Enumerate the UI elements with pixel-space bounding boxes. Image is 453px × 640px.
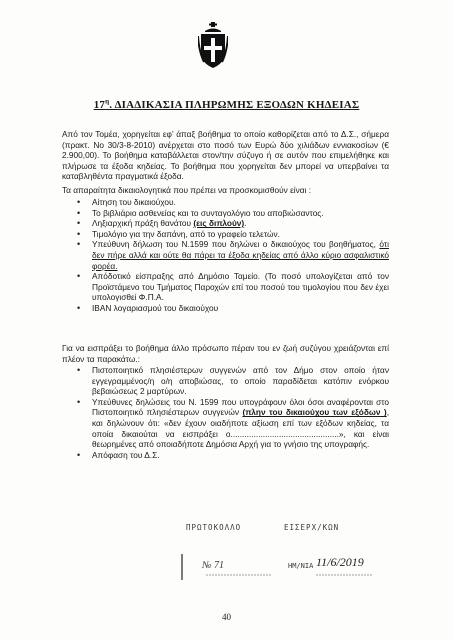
stamp-number: № 71 bbox=[202, 560, 224, 571]
protocol-stamp bbox=[176, 520, 376, 590]
list-item: • IBAN λογαριασμού του δικαιούχου bbox=[92, 303, 389, 314]
other-intro: Για να εισπράξει το βοήθημα άλλο πρόσωπο πέραν του εν ζωή συζύγου χρειάζονται επί πλέον τα παρακάτω.: bbox=[62, 343, 389, 364]
list-item: • Υπεύθυνες δηλώσεις του Ν. 1599 που υπογράφουν όλοι όσοι αναφέρονται στο Πιστοποιητικό πλησιέστερων συγγενών (πλην του δικαιούχου των εξόδων ), και δηλώνουν ότι: «δεν έχουν οιαδήποτε αξίωση επί των εξόδων κηδείας, τα οποία δικαιούται να εισπράξει ο...............................................», και είναι θεωρημένες από οποιαδήποτε Δημόσια Αρχή για το γνήσιο της υπογραφής. bbox=[92, 397, 389, 450]
page-number: 40 bbox=[222, 612, 231, 622]
intro-paragraph: Από τον Τομέα, χορηγείται εφ’ άπαξ βοήθημα το οποίο καθορίζεται από το Δ.Σ., σήμερα (πρακτ. Νο 30/3-8-2010) ανέρχεται στο ποσό των Ευρώ δύο χιλιάδων εννιακοσίων (€ 2.900,00). Το βοήθημα καταβάλλεται στον/την σύζυγο ή σε αυτόν που επιμελήθηκε και πλήρωσε τα έξοδα κηδείας. Το βοήθημα που χορηγείται δεν μπορεί να υπερβαίνει τα καταβληθέντα πραγματικά έξοδα. bbox=[62, 129, 389, 182]
docs-list bbox=[92, 197, 389, 314]
list-item: • Απόφαση του Δ.Σ. bbox=[92, 450, 389, 461]
list-item: • Απόδοτικό είσπραξης από Δημόσιο Ταμείο. (Το ποσό υπολογίζεται από τον Προϊστάμενο του Τμήματος Παροχών επί του ποσού του τιμολογίου που δεν έχει υπολογισθεί Φ.Π.Α. bbox=[92, 271, 389, 303]
greek-coat-of-arms-icon bbox=[198, 22, 228, 70]
stamp-date-value: 11/6/2019 bbox=[316, 555, 364, 569]
stamp-date-label: ΗΜ/ΝΙΑ bbox=[288, 562, 314, 570]
other-docs-list bbox=[92, 365, 389, 460]
list-item: • Ληξιαρχική πράξη θανάτου (εις διπλούν). bbox=[92, 218, 389, 229]
section-title-text: . ΔΙΑΔΙΚΑΣΙΑ ΠΛΗΡΩΜΗΣ ΕΞΟΔΩΝ ΚΗΔΕΙΑΣ bbox=[109, 98, 360, 111]
stamp-protocol-label: ΠΡΩΤΟΚΟΛΛΟ bbox=[186, 523, 242, 532]
list-item: • Αίτηση του δικαιούχου. bbox=[92, 197, 389, 208]
list-item: • Πιστοποιητικό πλησιέστερων συγγενών από τον Δήμο στον οποίο ήταν εγγεγραμμένος/η ο/η αποβιώσας, το οποίο παραδίδεται κατόπιν ενόρκου βεβαιώσεως 2 μαρτύρων. bbox=[92, 365, 389, 397]
list-item: • Το βιβλιάριο ασθενείας και το συνταγολόγιο του αποβιώσαντος. bbox=[92, 208, 389, 219]
section-number: 17 bbox=[93, 98, 106, 111]
section-superscript: η bbox=[105, 97, 110, 105]
list-item: • Τιμολόγιο για την δαπάνη, από το γραφείο τελετών. bbox=[92, 229, 389, 240]
list-item: • Υπεύθυνη δήλωση του Ν.1599 που δηλώνει ο δικαιούχος του βοηθήματος, ότι δεν πήρε αλλά και ούτε θα πάρει τα έξοδα κηδείας από άλλο κύριο ασφαλιστικό φορέα. bbox=[92, 239, 389, 271]
stamp-incoming-label: ΕΙΣΕΡΧ/ΚΩΝ bbox=[284, 523, 340, 532]
docs-intro: Τα απαραίτητα δικαιολογητικά που πρέπει να προσκομισθούν είναι : bbox=[62, 185, 312, 195]
section-title bbox=[0, 97, 453, 111]
